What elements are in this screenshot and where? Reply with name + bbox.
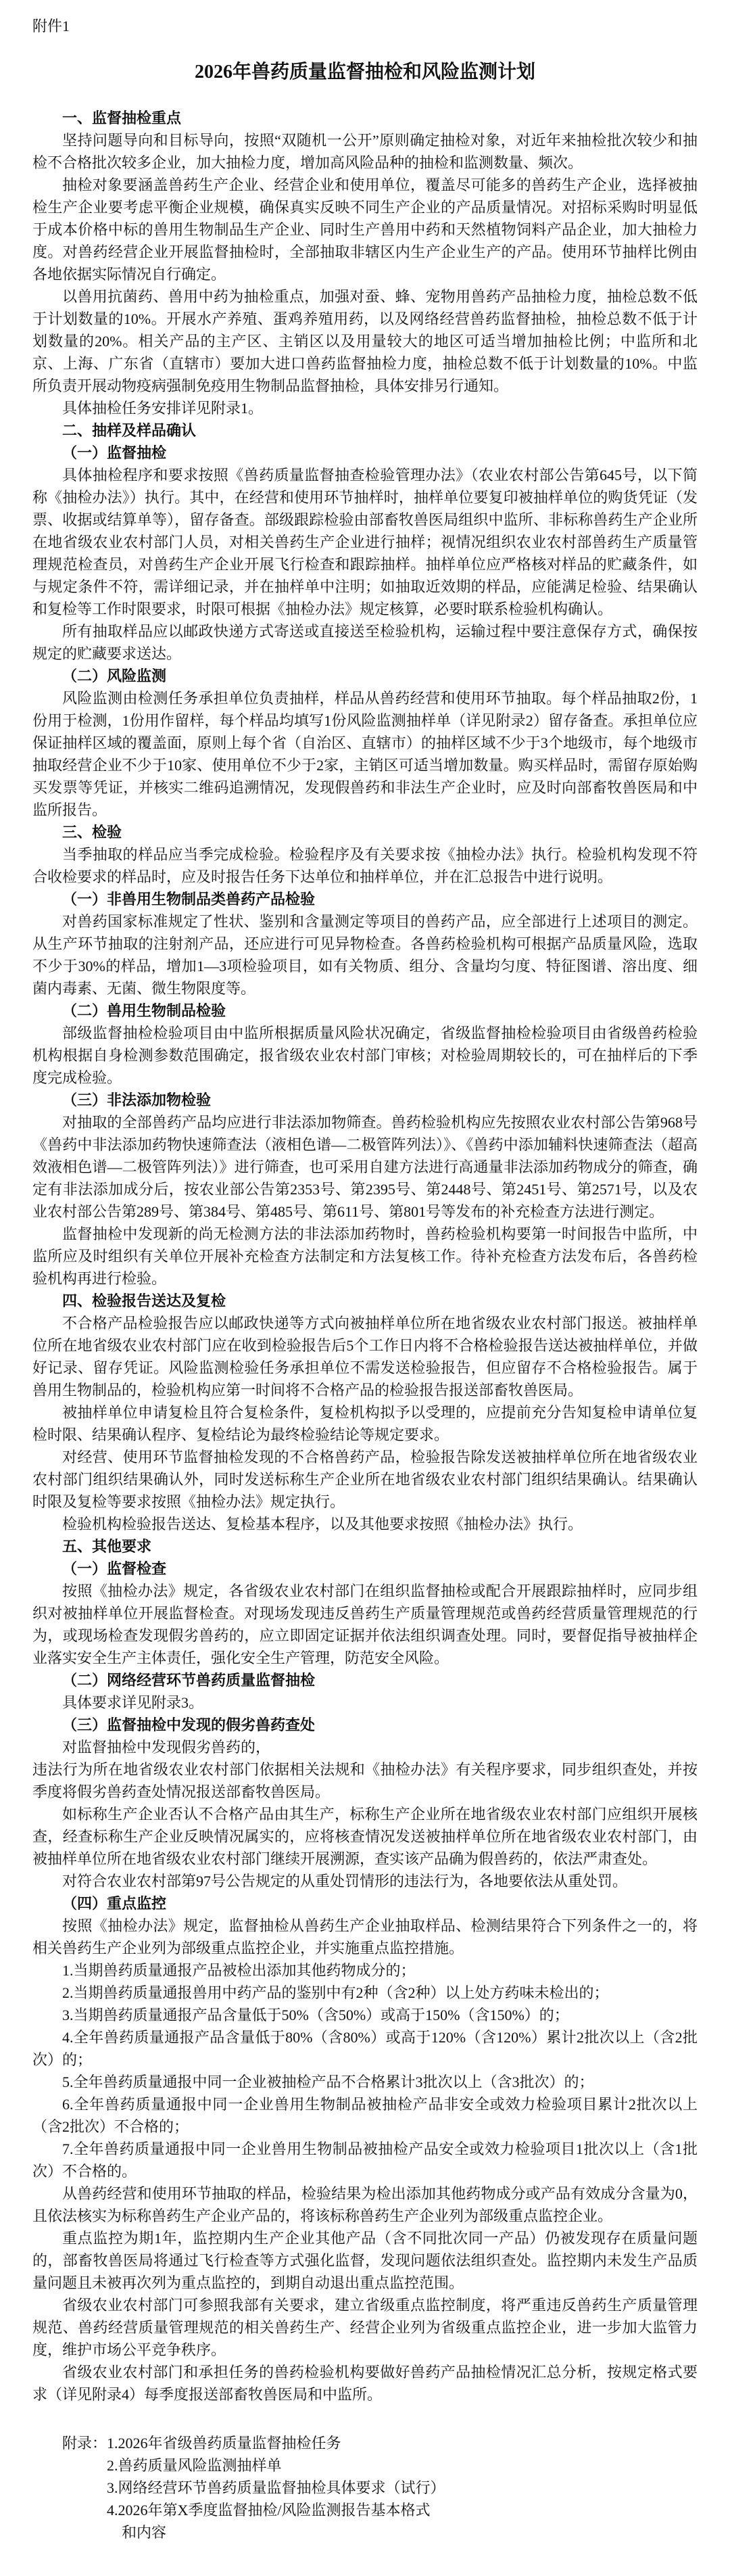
paragraph: 被抽样单位申请复检且符合复检条件，复检机构拟予以受理的，应提前充分告知复检申请单位复检时限、结果确认程序、复检结论为最终检验结论等规定要求。 (32, 1404, 698, 1443)
paragraph: 风险监测由检测任务承担单位负责抽样，样品从兽药经营和使用环节抽取。每个样品抽取2份，1份用于检测，1份用作留样，每个样品均填写1份风险监测抽样单（详见附录2）留存备查。承担单位应保证抽样区域的覆盖面，原则上每个省（自治区、直辖市）的抽样区域不少于3个地级市，每个地级市抽取经营企业不少于10家、使用单位不少于2家，主销区可适当增加数量。购买样品时，需留存原始购买发票等凭证，并核实二维码追溯情况，发现假兽药和非法生产企业时，应及时向部畜牧兽医局和中监所报告。 (32, 690, 698, 818)
paragraph: 从兽药经营和使用环节抽取的样品，检验结果为检出添加其他药物成分或产品有效成分含量为0，且依法核实为标称兽药生产企业产品的，将该标称兽药生产企业列为部级重点监控企业。 (32, 2185, 698, 2224)
sub-heading: （二）风险监测 (62, 668, 167, 684)
paragraph: 具体抽检任务安排详见附录1。 (62, 400, 264, 417)
paragraph: 4.全年兽药质量通报产品含量低于80%（含80%）或高于120%（含120%）累计2批次以上（含2批次）的； (32, 2029, 698, 2068)
appendix-line: 3.网络经营环节兽药质量监督抽检具体要求（试行） (107, 2479, 445, 2496)
page-title: 2026年兽药质量监督抽检和风险监测计划 (194, 62, 535, 83)
sub-heading: （三）监督抽检中发现的假劣兽药查处 (62, 1716, 316, 1733)
paragraph: 5.全年兽药质量通报中同一企业被抽检产品不合格累计3批次以上（含3批次）的； (62, 2074, 594, 2090)
paragraph: 对抽取的全部兽药产品均应进行非法添加物筛查。兽药检验机构应先按照农业农村部公告第968号《兽药中非法添加药物快速筛查法（液相色谱—二极管阵列法）》、《兽药中添加辅料快速筛查法（超高效液相色谱—二极管阵列法）》进行筛查，也可采用自建方法进行高通量非法添加药物成分的筛查，确定有非法添加成分后，按农业部公告第2353号、第2395号、第2448号、第2451号、第2571号，以及农业农村部公告第289号、第384号、第485号、第611号、第801号等发布的补充检查方法进行测定。 (32, 1114, 698, 1220)
appendix-line: 2.兽药质量风险监测抽样单 (107, 2457, 282, 2474)
paragraph: 具体要求详见附录3。 (62, 1694, 204, 1711)
sub-heading: （一）监督检查 (62, 1560, 167, 1577)
paragraph: 省级农业农村部门和承担任务的兽药检验机构要做好兽药产品抽检情况汇总分析，按规定格式要求（详见附录4）每季度报送部畜牧兽医局和中监所。 (32, 2364, 698, 2403)
sub-heading: （一）非兽用生物制品类兽药产品检验 (62, 891, 316, 908)
paragraph: 检验机构检验报告送达、复检基本程序，以及其他要求按照《抽检办法》执行。 (62, 1516, 583, 1532)
attachment-label: 附件1 (32, 18, 70, 34)
paragraph: 当季抽取的样品应当季完成检验。检验程序及有关要求按《抽检办法》执行。检验机构发现不符合收检要求的样品时，应及时报告任务下达单位和抽样单位，并在汇总报告中进行说明。 (32, 846, 698, 885)
appendix-line: 和内容 (122, 2524, 167, 2541)
section-heading: 三、检验 (62, 824, 122, 841)
paragraph: 部级监督抽检检验项目由中监所根据质量风险状况确定，省级监督抽检检验项目由省级兽药检验机构根据自身检测参数范围确定，报省级农业农村部门审核；对检验周期较长的，可在抽样后的下季度完成检验。 (32, 1025, 698, 1086)
section-heading: 二、抽样及样品确认 (62, 422, 197, 439)
paragraph: 坚持问题导向和目标导向，按照“双随机一公开”原则确定抽检对象，对近年来抽检批次较少和抽检不合格批次较多企业，加大抽检力度，增加高风险品种的抽检和监测数量、频次。 (32, 132, 698, 171)
section-heading: 一、监督抽检重点 (62, 110, 182, 126)
paragraph: 7.全年兽药质量通报中同一企业兽用生物制品被抽检产品安全或效力检验项目1批次以上（含1批次）不合格的。 (32, 2140, 698, 2180)
paragraph: 违法行为所在地省级农业农村部门依据相关法规和《抽检办法》有关程序要求，同步组织查处，并按季度将假劣兽药查处情况报送部畜牧兽医局。 (32, 1761, 698, 1800)
paragraph: 所有抽取样品应以邮政快递方式寄送或直接送至检验机构，运输过程中要注意保存方式，确保按规定的贮藏要求送达。 (32, 623, 698, 662)
document-body (32, 107, 698, 2406)
sub-heading: （三）非法添加物检验 (62, 1092, 212, 1108)
paragraph: 如标称生产企业否认不合格产品由其生产，标称生产企业所在地省级农业农村部门应组织开展核查，经查标称生产企业反映情况属实的，应将核查情况发送被抽样单位所在地省级农业农村部门，由被抽样单位所在地省级农业农村部门继续开展溯源，查实该产品确为假兽药的，依法严肃查处。 (32, 1806, 698, 1867)
paragraph: 不合格产品检验报告应以邮政快递等方式向被抽样单位所在地省级农业农村部门报送。被抽样单位所在地省级农业农村部门应在收到检验报告后5个工作日内将不合格检验报告送达被抽样单位，并做好记录、留存凭证。风险监测检验任务承担单位不需发送检验报告，但应留存不合格检验报告。属于兽用生物制品的，检验机构应第一时间将不合格产品的检验报告报送部畜牧兽医局。 (32, 1315, 698, 1399)
appendix-line: 4.2026年第X季度监督抽检/风险监测报告基本格式 (107, 2502, 431, 2519)
appendix-list (32, 2432, 698, 2544)
paragraph: 省级农业农村部门可参照我部有关要求，建立省级重点监控制度，将严重违反兽药生产质量管理规范、兽药经营质量管理规范的相关兽药生产、经营企业列为省级重点监控企业，进一步加大监管力度，维护市场公平竞争秩序。 (32, 2297, 698, 2358)
paragraph: 具体抽检程序和要求按照《兽药质量监督抽查检验管理办法》（农业农村部公告第645号，以下简称《抽检办法》）执行。其中，在经营和使用环节抽样时，抽样单位要复印被抽样单位的购货凭证（发票、收据或结算单等），留存备查。部级跟踪检验由部畜牧兽医局组织中监所、非标称兽药生产企业所在地省级农业农村部门人员，对相关兽药生产企业进行抽样；视情况组织农业农村部兽药生产质量管理规范检查员，对兽药生产企业开展飞行检查和跟踪抽样。抽样单位应严格核对样品的贮藏条件，如与规定条件不符，需详细记录，并在抽样单中注明；如抽取近效期的样品，应能满足检验、结果确认和复检等工作时限要求，时限可根据《抽检办法》规定核算，必要时联系检验机构确认。 (32, 467, 698, 617)
sub-heading: （二）网络经营环节兽药质量监督抽检 (62, 1672, 316, 1689)
sub-heading: （二）兽用生物制品检验 (62, 1002, 226, 1019)
paragraph: 对监督抽检中发现假劣兽药的， (62, 1739, 271, 1756)
section-heading: 四、检验报告送达及复检 (62, 1292, 226, 1309)
section-heading: 五、其他要求 (62, 1538, 152, 1555)
sub-heading: （一）监督抽检 (62, 444, 167, 461)
paragraph: 对符合农业农村部第97号公告规定的从重处罚情形的违法行为，各地要依法从重处罚。 (62, 1873, 628, 1890)
paragraph: 重点监控为期1年，监控期内生产企业其他产品（含不同批次同一产品）仍被发现存在质量问题的，部畜牧兽医局将通过飞行检查等方式强化监督，发现问题依法组织查处。监控期内未发生产品质量问题且未被再次列为重点监控的，到期自动退出重点监控范围。 (32, 2230, 698, 2291)
paragraph: 以兽用抗菌药、兽用中药为抽检重点，加强对蚕、蜂、宠物用兽药产品抽检力度，抽检总数不低于计划数量的10%。开展水产养殖、蛋鸡养殖用药，以及网络经营兽药监督抽检，抽检总数不低于计划数量的20%。相关产品的主产区、主销区以及用量较大的地区可适当增加抽检比例；中监所和北京、上海、广东省（直辖市）要加大进口兽药监督抽检力度，抽检总数不低于计划数量的10%。中监所负责开展动物疫病强制免疫用生物制品监督抽检，具体安排另行通知。 (32, 288, 698, 394)
appendix-line: 附录：1.2026年省级兽药质量监督抽检任务 (62, 2435, 341, 2452)
paragraph: 抽检对象要涵盖兽药生产企业、经营企业和使用单位，覆盖尽可能多的兽药生产企业，选择被抽检生产企业要考虑平衡企业规模，确保真实反映不同生产企业的产品质量情况。对招标采购时明显低于成本价格中标的兽用生物制品生产企业、同时生产兽用中药和天然植物饲料产品企业，加大抽检力度。对兽药经营企业开展监督抽检时，全部抽取非辖区内生产企业生产的产品。使用环节抽样比例由各地依据实际情况自行确定。 (32, 177, 698, 283)
paragraph: 1.当期兽药质量通报产品被检出添加其他药物成分的； (62, 1962, 416, 1979)
paragraph: 按照《抽检办法》规定，监督抽检从兽药生产企业抽取样品、检测结果符合下列条件之一的，将相关兽药生产企业列为部级重点监控企业，并实施重点监控措施。 (32, 1917, 698, 1957)
paragraph: 6.全年兽药质量通报中同一企业兽用生物制品被抽检产品非安全或效力检验项目累计2批次以上（含2批次）不合格的； (32, 2096, 698, 2135)
paragraph: 3.当期兽药质量通报产品含量低于50%（含50%）或高于150%（含150%）的； (62, 2007, 569, 2023)
paragraph: 对兽药国家标准规定了性状、鉴别和含量测定等项目的兽药产品，应全部进行上述项目的测定。从生产环节抽取的注射剂产品，还应进行可见异物检查。各兽药检验机构可根据产品质量风险，选取不少于30%的样品，增加1—3项检验项目，如有关物质、组分、含量均匀度、特征图谱、溶出度、细菌内毒素、无菌、微生物限度等。 (32, 913, 698, 997)
paragraph: 监督抽检中发现新的尚无检测方法的非法添加药物时，兽药检验机构要第一时间报告中监所，中监所应及时组织有关单位开展补充检查方法制定和方法复核工作。待补充检查方法发布后，各兽药检验机构再进行检验。 (32, 1225, 698, 1287)
paragraph: 2.当期兽药质量通报兽用中药产品的鉴别中有2种（含2种）以上处方药味未检出的； (62, 1984, 609, 2001)
paragraph: 按照《抽检办法》规定，各省级农业农村部门在组织监督抽检或配合开展跟踪抽样时，应同步组织对被抽样单位开展监督检查。对现场发现违反兽药生产质量管理规范或兽药经营质量管理规范的行为，或现场检查发现假劣兽药的，应立即固定证据并依法组织调查处理。同时，要督促指导被抽样企业落实安全生产主体责任，强化安全生产管理，防范安全风险。 (32, 1583, 698, 1666)
paragraph: 对经营、使用环节监督抽检发现的不合格兽药产品，检验报告除发送被抽样单位所在地省级农业农村部门组织结果确认外，同时发送标称生产企业所在地省级农业农村部门组织结果确认。结果确认时限及复检等要求按照《抽检办法》规定执行。 (32, 1449, 698, 1510)
sub-heading: （四）重点监控 (62, 1895, 167, 1912)
